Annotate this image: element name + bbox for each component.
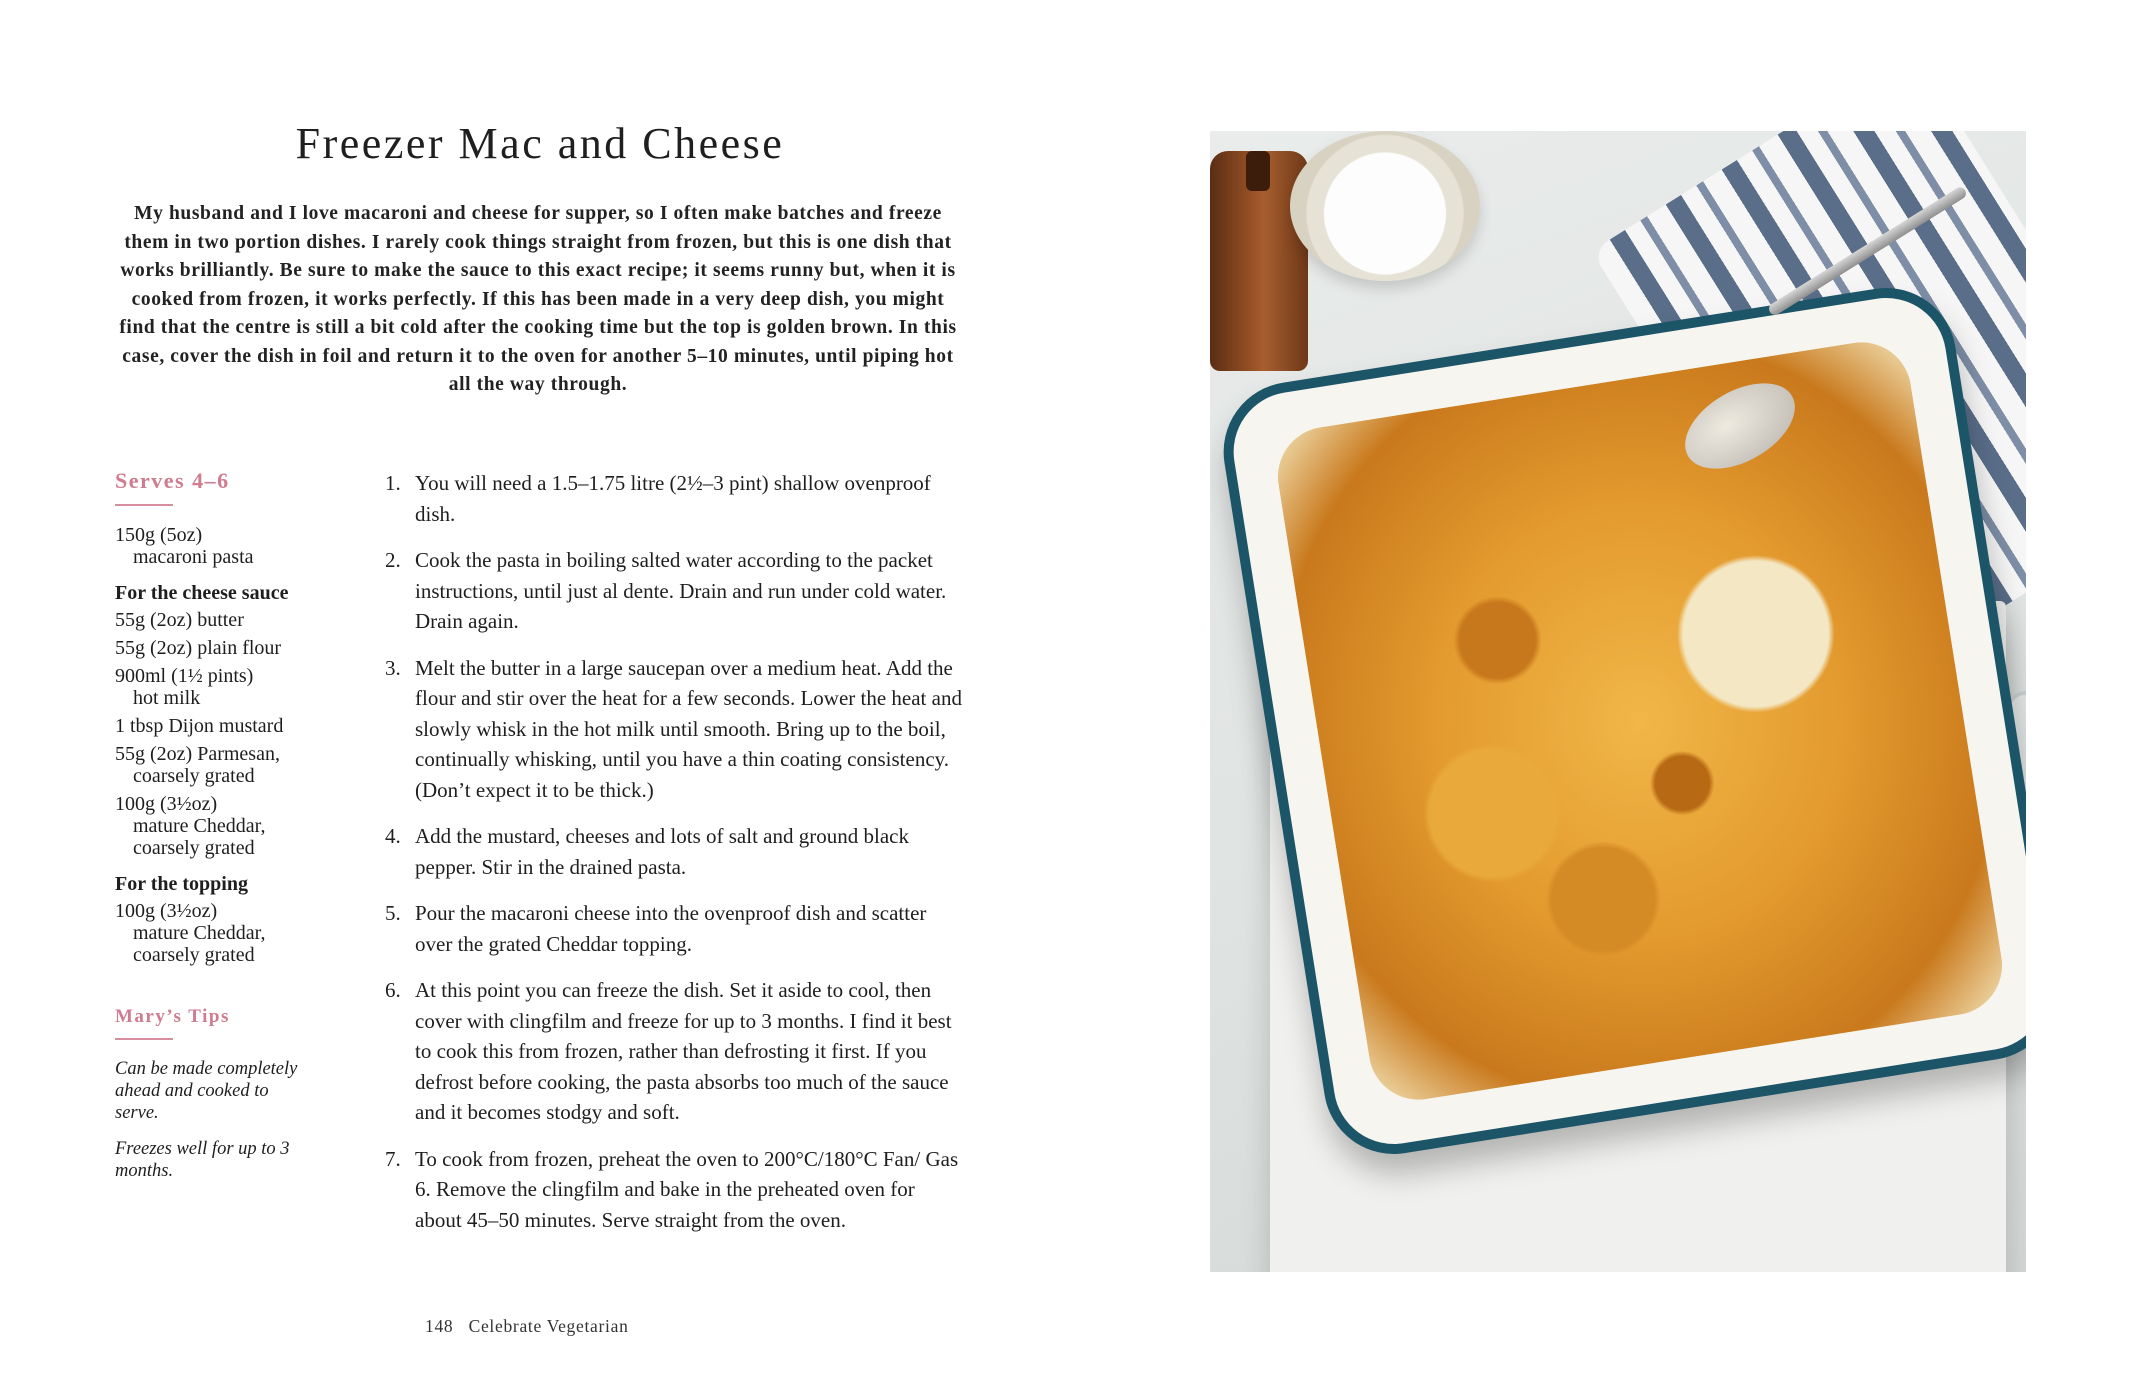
step-number: 3. [385,655,401,680]
ingredient-qty: 100g (3½oz) [115,793,218,815]
baked-mac-and-cheese [1271,335,2009,1107]
topping-ingredients [115,900,345,966]
ingredient-detail: macaroni pasta [133,546,254,568]
tip-item: Can be made completely ahead and cooked to serve. [115,1059,298,1123]
step-number: 5. [385,901,401,925]
ingredient-item [115,715,345,737]
ingredient-qty: 55g (2oz) butter [115,609,244,631]
ingredient-qty: 100g (3½oz) [115,900,218,922]
step-text: To cook from frozen, preheat the oven to 200°C/180°C Fan/ Gas 6. Remove the clingfilm and bake in the preheated oven for about 45–50 minutes. Serve straight from the oven. [415,1146,959,1232]
ingredient-qty: 55g (2oz) Parmesan, [115,743,280,765]
ingredients-sidebar [115,468,345,1196]
method-step [385,821,965,882]
main-ingredients [115,524,345,568]
step-text: Melt the butter in a large saucepan over a medium heat. Add the flour and stir over the heat for a few seconds. Lower the heat and slowly whisk in the hot milk until smooth. Bring up to the boil, continually whisking, until you have a thin coating consistency. (Don’t expect it to be thick.) [415,655,962,802]
method-steps [385,468,965,1251]
ingredient-item [115,743,345,787]
method-step [385,898,965,959]
ingredient-detail: mature Cheddar, coarsely grated [133,815,266,859]
step-number: 7. [385,1146,401,1171]
method-step [385,975,965,1128]
recipe-photo [1210,131,2026,1272]
method-step [385,653,965,806]
tips-heading: Mary’s Tips [115,1006,230,1027]
page-footer [425,1316,629,1337]
salt-bowl [1290,131,1480,281]
tip-item: Freezes well for up to 3 months. [115,1139,290,1181]
ingredient-detail: hot milk [133,687,201,709]
baking-dish [1214,278,2026,1164]
ingredient-qty: 900ml (1½ pints) [115,665,254,687]
step-text: Cook the pasta in boiling salted water according to the packet instructions, until just al dente. Drain and run under cold water. Drain again. [415,548,947,633]
ingredient-qty: 150g (5oz) [115,524,203,546]
sauce-ingredients [115,609,345,859]
serves-rule [115,504,173,506]
ingredient-item [115,665,345,709]
book-title: Celebrate Vegetarian [468,1316,629,1336]
step-text: Pour the macaroni cheese into the ovenproof dish and scatter over the grated Cheddar topping. [415,901,927,956]
step-number: 2. [385,548,401,572]
method-step [385,545,965,637]
tips-rule [115,1038,173,1040]
ingredient-detail: coarsely grated [133,765,255,787]
sauce-heading: For the cheese sauce [115,582,289,604]
step-number: 4. [385,824,401,848]
method-step [385,1144,965,1236]
recipe-intro: My husband and I love macaroni and cheese for supper, so I often make batches and freeze them in two portion dishes. I rarely cook things straight from frozen, but this is one dish that works brilliantly. Be sure to make the sauce to this exact recipe; it seems runny but, when it is cooked from frozen, it works perfectly. If this has been made in a very deep dish, you might find that the centre is still a bit cold after the cooking time but the top is golden brown. In this case, cover the dish in foil and return it to the oven for another 5–10 minutes, until piping hot all the way through. [119,203,957,395]
step-text: You will need a 1.5–1.75 litre (2½–3 pint) shallow ovenproof dish. [415,471,931,526]
ingredient-detail: mature Cheddar, coarsely grated [133,922,266,966]
step-text: Add the mustard, cheeses and lots of salt and ground black pepper. Stir in the drained pasta. [415,824,909,879]
ingredient-item [115,793,345,859]
ingredient-item [115,900,345,966]
recipe-title: Freezer Mac and Cheese [295,119,785,168]
step-number: 1. [385,471,401,495]
step-text: At this point you can freeze the dish. Set it aside to cool, then cover with clingfilm and freeze for up to 3 months. I find it best to cook this from frozen, rather than defrosting it first. If you defrost before cooking, the pasta absorbs too much of the sauce and it becomes stodgy and soft. [415,978,952,1124]
step-number: 6. [385,978,401,1002]
ingredient-qty: 55g (2oz) plain flour [115,637,282,659]
grinder-knob [1246,151,1270,191]
topping-heading: For the topping [115,873,248,895]
ingredient-item [115,524,345,568]
ingredient-item [115,637,345,659]
serves-heading: Serves 4–6 [115,468,230,493]
ingredient-item [115,609,345,631]
page-number: 148 [425,1316,454,1336]
method-step [385,468,965,529]
ingredient-qty: 1 tbsp Dijon mustard [115,715,284,737]
